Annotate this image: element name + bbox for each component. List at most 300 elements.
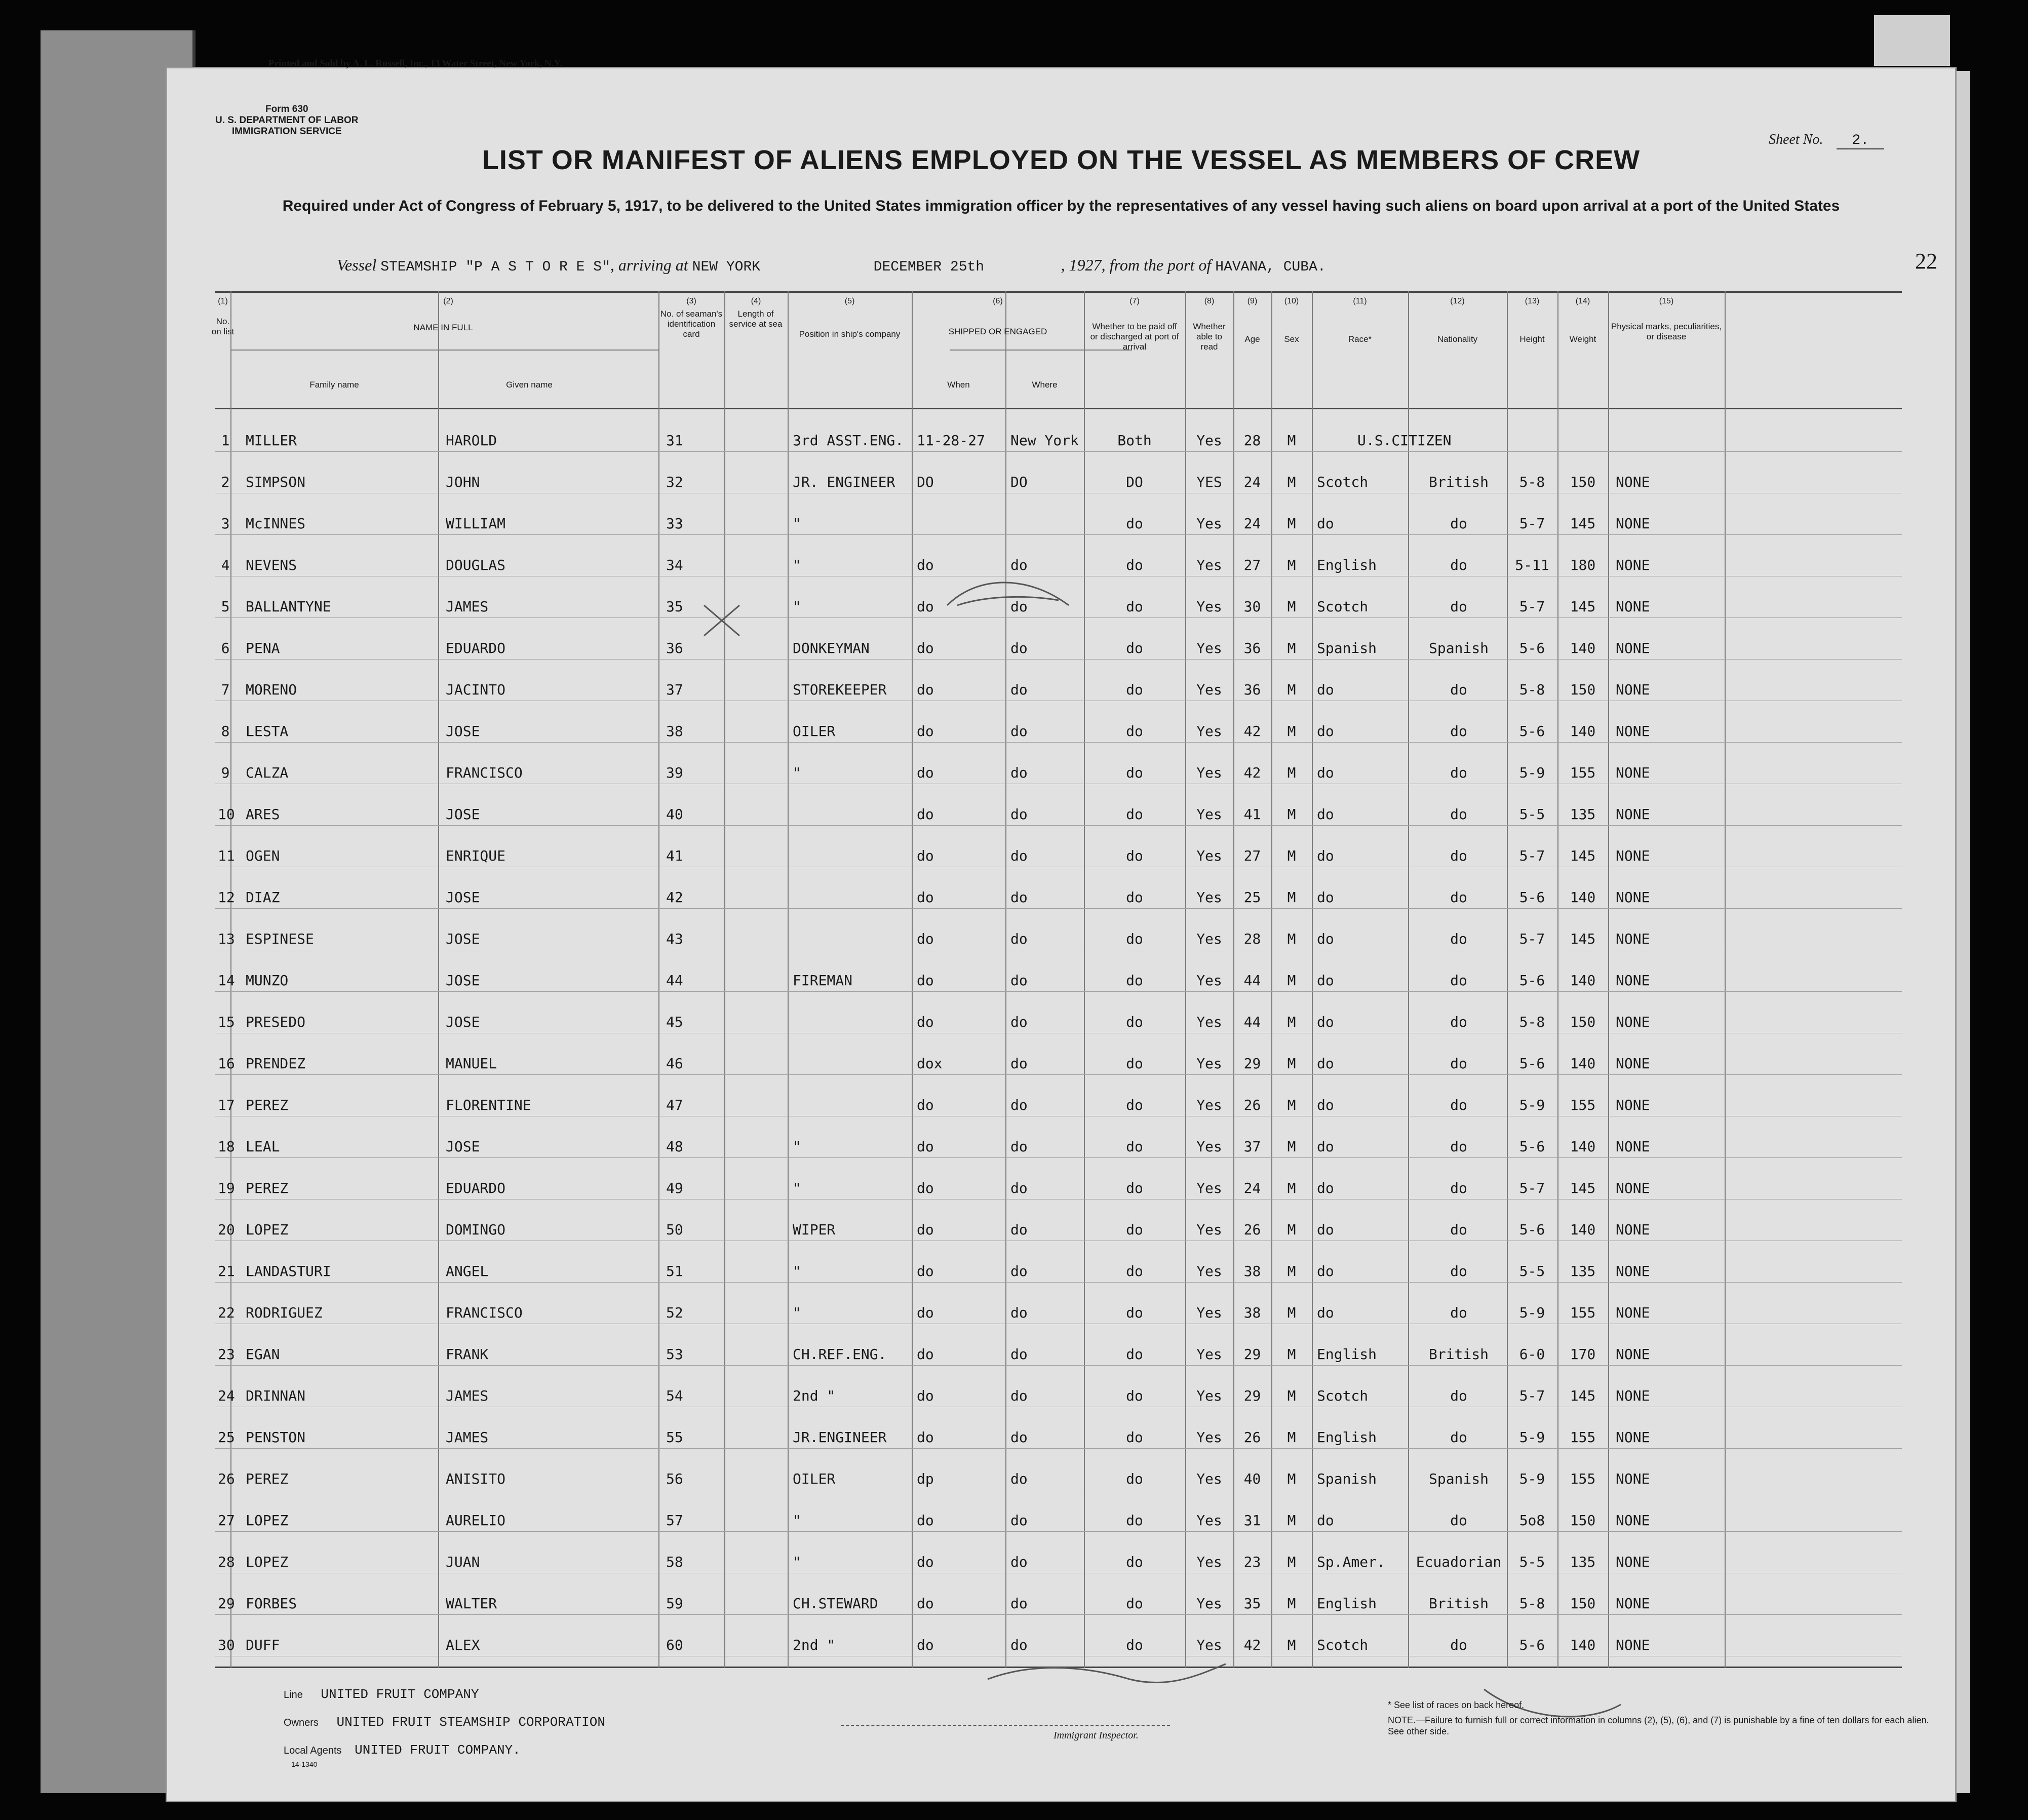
cell-marks: NONE	[1616, 972, 1650, 989]
cell-when: do	[917, 1554, 934, 1570]
col14-number: (14)	[1575, 297, 1590, 305]
cell-race: do	[1317, 1221, 1334, 1238]
arrival-year: 27	[1085, 256, 1102, 274]
cell-age: 40	[1243, 1470, 1261, 1487]
cell-when: do	[917, 972, 934, 989]
cell-race: do	[1317, 931, 1334, 947]
cell-marks: NONE	[1616, 764, 1650, 781]
cell-paid: do	[1126, 1304, 1143, 1321]
cell-sex: M	[1287, 640, 1296, 656]
cell-height: 5-7	[1519, 931, 1545, 947]
cell-no: 30	[218, 1637, 235, 1653]
cell-paid: do	[1126, 972, 1143, 989]
cell-when: do	[917, 1221, 934, 1238]
cell-read: Yes	[1196, 1014, 1222, 1030]
cell-no: 18	[218, 1138, 235, 1155]
cell-age: 24	[1243, 515, 1261, 532]
cell-family: NEVENS	[246, 557, 297, 573]
cell-no: 20	[218, 1221, 235, 1238]
cell-height: 5-8	[1519, 1595, 1545, 1612]
cell-weight: 140	[1570, 889, 1596, 906]
cell-weight: 140	[1570, 1221, 1596, 1238]
cell-height: 5-7	[1519, 847, 1545, 864]
cell-race: do	[1317, 1304, 1334, 1321]
cell-where: do	[1010, 681, 1028, 698]
cell-sex: M	[1287, 1304, 1296, 1321]
cell-height: 5-6	[1519, 1221, 1545, 1238]
cell-card: 54	[666, 1387, 683, 1404]
cell-when: do	[917, 1595, 934, 1612]
cell-nat: British	[1428, 1595, 1489, 1612]
cell-height: 5o8	[1519, 1512, 1545, 1529]
cell-position: STOREKEEPER	[793, 681, 887, 698]
cell-family: SIMPSON	[246, 474, 306, 490]
cell-read: Yes	[1196, 432, 1222, 449]
cell-read: Yes	[1196, 889, 1222, 906]
cell-no: 2	[221, 474, 230, 490]
cell-given: MANUEL	[446, 1055, 497, 1072]
cell-where: do	[1010, 1221, 1028, 1238]
cell-nat: do	[1450, 515, 1467, 532]
cell-height: 5-11	[1515, 557, 1549, 573]
cell-age: 38	[1243, 1263, 1261, 1280]
cell-height: 5-5	[1519, 1554, 1545, 1570]
cell-given: JAMES	[446, 1429, 489, 1446]
cell-sex: M	[1287, 1512, 1296, 1529]
col12-header: Nationality	[1437, 334, 1478, 344]
cell-nat: do	[1450, 931, 1467, 947]
cell-age: 29	[1243, 1055, 1261, 1072]
cell-sex: M	[1287, 931, 1296, 947]
cell-height: 5-7	[1519, 1180, 1545, 1196]
cell-read: Yes	[1196, 1055, 1222, 1072]
cell-read: Yes	[1196, 1180, 1222, 1196]
cell-family: PENSTON	[246, 1429, 306, 1446]
cell-age: 29	[1243, 1346, 1261, 1363]
page-title: LIST OR MANIFEST OF ALIENS EMPLOYED ON THE VESSEL AS MEMBERS OF CREW	[482, 145, 1641, 175]
cell-height: 5-6	[1519, 1637, 1545, 1653]
col1-header: No. on list	[211, 317, 235, 336]
cell-given: JAMES	[446, 598, 489, 615]
page-edge	[1874, 15, 1950, 66]
cell-nat: do	[1450, 598, 1467, 615]
cell-family: FORBES	[246, 1595, 297, 1612]
cell-height: 5-9	[1519, 1429, 1545, 1446]
cell-position: "	[793, 1180, 801, 1196]
cell-sex: M	[1287, 1180, 1296, 1196]
cell-sex: M	[1287, 1637, 1296, 1653]
cell-no: 28	[218, 1554, 235, 1570]
cell-age: 25	[1243, 889, 1261, 906]
cell-race: do	[1317, 681, 1334, 698]
cell-read: Yes	[1196, 1387, 1222, 1404]
col9-header: Age	[1244, 334, 1260, 344]
cell-family: PEREZ	[246, 1097, 289, 1113]
cell-no: 29	[218, 1595, 235, 1612]
col6b-header: Where	[1032, 380, 1058, 390]
cell-weight: 145	[1570, 515, 1596, 532]
cell-no: 10	[218, 806, 235, 823]
sheet-number-value: 2.	[1837, 133, 1884, 149]
cell-age: 27	[1243, 557, 1261, 573]
cell-nat: British	[1428, 474, 1489, 490]
cell-marks: NONE	[1616, 681, 1650, 698]
cell-when: do	[917, 847, 934, 864]
cell-age: 37	[1243, 1138, 1261, 1155]
cell-position: 2nd "	[793, 1637, 836, 1653]
cell-when: 11-28-27	[917, 432, 985, 449]
cell-marks: NONE	[1616, 931, 1650, 947]
cell-read: Yes	[1196, 557, 1222, 573]
cell-age: 44	[1243, 972, 1261, 989]
cell-card: 32	[666, 474, 683, 490]
cell-paid: DO	[1126, 474, 1143, 490]
col11-header: Race*	[1348, 334, 1372, 344]
col4-header: Length of service at sea	[729, 309, 783, 329]
sheet-number-label: Sheet No.	[1769, 132, 1823, 147]
cell-where: do	[1010, 847, 1028, 864]
cell-marks: NONE	[1616, 1221, 1650, 1238]
cell-race: Scotch	[1317, 1637, 1369, 1653]
cell-age: 42	[1243, 723, 1261, 740]
cell-race: English	[1317, 557, 1377, 573]
cell-race: do	[1317, 806, 1334, 823]
cell-card: 37	[666, 681, 683, 698]
cell-race: Spanish	[1317, 1470, 1377, 1487]
cell-nat: do	[1450, 1180, 1467, 1196]
cell-family: PENA	[246, 640, 280, 656]
cell-card: 59	[666, 1595, 683, 1612]
cell-height: 5-7	[1519, 515, 1545, 532]
cell-no: 4	[221, 557, 230, 573]
cell-paid: do	[1126, 1470, 1143, 1487]
cell-weight: 150	[1570, 1014, 1596, 1030]
cell-weight: 135	[1570, 1554, 1596, 1570]
cell-paid: do	[1126, 1387, 1143, 1404]
cell-no: 14	[218, 972, 235, 989]
cell-sex: M	[1287, 1097, 1296, 1113]
col3-header: No. of seaman's identification card	[660, 309, 723, 339]
cell-read: Yes	[1196, 723, 1222, 740]
cell-height: 5-9	[1519, 1304, 1545, 1321]
cell-marks: NONE	[1616, 1180, 1650, 1196]
cell-when: do	[917, 1138, 934, 1155]
cell-sex: M	[1287, 432, 1296, 449]
cell-weight: 140	[1570, 1138, 1596, 1155]
page-edge	[1955, 71, 1970, 1793]
col13-header: Height	[1519, 334, 1545, 344]
cell-nat: do	[1450, 1387, 1467, 1404]
cell-family: MILLER	[246, 432, 297, 449]
cell-read: Yes	[1196, 681, 1222, 698]
cell-read: Yes	[1196, 1429, 1222, 1446]
col6-number: (6)	[993, 297, 1003, 305]
cell-no: 13	[218, 931, 235, 947]
cell-height: 5-8	[1519, 474, 1545, 490]
cell-no: 21	[218, 1263, 235, 1280]
cell-sex: M	[1287, 681, 1296, 698]
penalty-note: NOTE.—Failure to furnish full or correct information in columns (2), (5), (6), and (7) is punishable by a fine of ten dollars for each alien. See other side.	[1388, 1715, 1929, 1736]
cell-family: DRINNAN	[246, 1387, 306, 1404]
cell-read: Yes	[1196, 1512, 1222, 1529]
cell-read: Yes	[1196, 931, 1222, 947]
cell-weight: 145	[1570, 1387, 1596, 1404]
cell-read: Yes	[1196, 1554, 1222, 1570]
cell-height: 5-7	[1519, 598, 1545, 615]
cell-where: do	[1010, 1014, 1028, 1030]
cell-nat: do	[1450, 1512, 1467, 1529]
cell-sex: M	[1287, 1014, 1296, 1030]
cell-read: Yes	[1196, 1263, 1222, 1280]
cell-position: CH.STEWARD	[793, 1595, 878, 1612]
cell-marks: NONE	[1616, 1595, 1650, 1612]
cell-paid: do	[1126, 1055, 1143, 1072]
cell-weight: 170	[1570, 1346, 1596, 1363]
cell-race: Scotch	[1317, 598, 1369, 615]
cell-position: "	[793, 1263, 801, 1280]
cell-race: Scotch	[1317, 474, 1369, 490]
cell-race: English	[1317, 1595, 1377, 1612]
cell-weight: 155	[1570, 1097, 1596, 1113]
cell-sex: M	[1287, 557, 1296, 573]
cell-age: 28	[1243, 432, 1261, 449]
line-value: UNITED FRUIT COMPANY	[321, 1687, 479, 1702]
x-mark	[704, 605, 739, 636]
year-prefix: , 19	[1061, 256, 1085, 274]
cell-nat: do	[1450, 557, 1467, 573]
cell-position: OILER	[793, 723, 836, 740]
cell-height: 5-5	[1519, 806, 1545, 823]
cell-given: JOSE	[446, 931, 480, 947]
cell-card: 52	[666, 1304, 683, 1321]
cell-when: do	[917, 640, 934, 656]
cell-no: 7	[221, 681, 230, 698]
cell-marks: NONE	[1616, 847, 1650, 864]
cell-given: JOHN	[446, 474, 480, 490]
cell-read: Yes	[1196, 764, 1222, 781]
cell-position: "	[793, 1512, 801, 1529]
cell-card: 35	[666, 598, 683, 615]
cell-read: YES	[1196, 474, 1222, 490]
cell-card: 53	[666, 1346, 683, 1363]
cell-family: PRESEDO	[246, 1014, 306, 1030]
cell-given: ANISITO	[446, 1470, 506, 1487]
cell-weight: 150	[1570, 1595, 1596, 1612]
cell-given: JOSE	[446, 1014, 480, 1030]
cell-weight: 145	[1570, 931, 1596, 947]
cell-age: 31	[1243, 1512, 1261, 1529]
cell-position: JR. ENGINEER	[793, 474, 895, 490]
cell-family: CALZA	[246, 764, 289, 781]
cell-marks: NONE	[1616, 474, 1650, 490]
cell-age: 23	[1243, 1554, 1261, 1570]
cell-where: do	[1010, 1346, 1028, 1363]
cell-weight: 150	[1570, 681, 1596, 698]
cell-family: McINNES	[246, 515, 306, 532]
cell-card: 36	[666, 640, 683, 656]
cell-weight: 155	[1570, 1470, 1596, 1487]
cell-given: ALEX	[446, 1637, 480, 1653]
cell-race: do	[1317, 1055, 1334, 1072]
cell-marks: NONE	[1616, 1554, 1650, 1570]
cell-paid: Both	[1117, 432, 1152, 449]
from-port: HAVANA, CUBA.	[1215, 259, 1326, 275]
cell-when: dox	[917, 1055, 943, 1072]
cell-weight: 155	[1570, 1304, 1596, 1321]
col9-number: (9)	[1247, 297, 1258, 305]
cell-read: Yes	[1196, 1138, 1222, 1155]
cell-position: "	[793, 515, 801, 532]
page-subtitle: Required under Act of Congress of February 5, 1917, to be delivered to the United States immigration officer by the representatives of any vessel having such aliens on board upon arrival at a port of the United States	[282, 198, 1840, 214]
cell-where: do	[1010, 1595, 1028, 1612]
cell-marks: NONE	[1616, 723, 1650, 740]
cell-height: 5-6	[1519, 723, 1545, 740]
cell-when: do	[917, 1304, 934, 1321]
cell-read: Yes	[1196, 806, 1222, 823]
cell-family: MORENO	[246, 681, 297, 698]
cell-paid: do	[1126, 515, 1143, 532]
line-field	[284, 1687, 479, 1702]
cell-race: do	[1317, 1097, 1334, 1113]
col2-number: (2)	[443, 297, 453, 305]
cell-paid: do	[1126, 1595, 1143, 1612]
form-code: 14-1340	[291, 1760, 318, 1768]
cell-marks: NONE	[1616, 1304, 1650, 1321]
cell-paid: do	[1126, 598, 1143, 615]
cell-family: LOPEZ	[246, 1512, 289, 1529]
cell-age: 24	[1243, 474, 1261, 490]
cell-height: 6-0	[1519, 1346, 1545, 1363]
col13-number: (13)	[1525, 297, 1540, 305]
col6-header: SHIPPED OR ENGAGED	[948, 327, 1047, 336]
cell-no: 27	[218, 1512, 235, 1529]
cell-paid: do	[1126, 1138, 1143, 1155]
cell-where: do	[1010, 889, 1028, 906]
cell-given: JOSE	[446, 889, 480, 906]
cell-nat: do	[1450, 847, 1467, 864]
cell-card: 50	[666, 1221, 683, 1238]
cell-nat: do	[1450, 1014, 1467, 1030]
cell-sex: M	[1287, 1470, 1296, 1487]
cell-no: 12	[218, 889, 235, 906]
cell-no: 23	[218, 1346, 235, 1363]
cell-marks: NONE	[1616, 1429, 1650, 1446]
cell-given: EDUARDO	[446, 1180, 506, 1196]
cell-no: 24	[218, 1387, 235, 1404]
cell-marks: NONE	[1616, 1097, 1650, 1113]
cell-race: do	[1317, 1138, 1334, 1155]
cell-race: English	[1317, 1346, 1377, 1363]
cell-given: DOMINGO	[446, 1221, 506, 1238]
cell-nat: do	[1450, 723, 1467, 740]
agents-value: UNITED FRUIT COMPANY.	[355, 1742, 521, 1758]
agents-field	[284, 1742, 521, 1758]
cell-paid: do	[1126, 557, 1143, 573]
cell-age: 24	[1243, 1180, 1261, 1196]
cell-nat: do	[1450, 1637, 1467, 1653]
cell-given: EDUARDO	[446, 640, 506, 656]
races-note: * See list of races on back hereof.	[1388, 1700, 1525, 1710]
cell-age: 27	[1243, 847, 1261, 864]
cell-marks: NONE	[1616, 598, 1650, 615]
cell-card: 34	[666, 557, 683, 573]
cell-position: "	[793, 598, 801, 615]
cell-no: 5	[221, 598, 230, 615]
cell-family: PRENDEZ	[246, 1055, 306, 1072]
cell-nat: British	[1428, 1346, 1489, 1363]
cell-given: JOSE	[446, 723, 480, 740]
cell-when: do	[917, 1637, 934, 1653]
cell-where: do	[1010, 598, 1028, 615]
cell-card: 39	[666, 764, 683, 781]
page-number: 22	[1915, 249, 1937, 274]
cell-where: do	[1010, 1304, 1028, 1321]
cell-race: do	[1317, 515, 1334, 532]
cell-when: do	[917, 1263, 934, 1280]
form-number: Form 630	[265, 104, 308, 114]
cell-nat: do	[1450, 1429, 1467, 1446]
cell-family: OGEN	[246, 847, 280, 864]
cell-given: FRANK	[446, 1346, 489, 1363]
cell-read: Yes	[1196, 1221, 1222, 1238]
cell-sex: M	[1287, 1055, 1296, 1072]
cell-nat: do	[1450, 1304, 1467, 1321]
cell-paid: do	[1126, 1346, 1143, 1363]
cell-when: dp	[917, 1470, 934, 1487]
cell-weight: 140	[1570, 1055, 1596, 1072]
col8-header: Whether able to read	[1193, 322, 1226, 352]
cell-paid: do	[1126, 1263, 1143, 1280]
cell-race: Scotch	[1317, 1387, 1369, 1404]
cell-weight: 150	[1570, 1512, 1596, 1529]
owners-field	[284, 1715, 605, 1730]
cell-sex: M	[1287, 1138, 1296, 1155]
cell-when: do	[917, 1097, 934, 1113]
cell-no: 11	[218, 847, 235, 864]
cell-nat: Spanish	[1428, 1470, 1489, 1487]
cell-age: 26	[1243, 1429, 1261, 1446]
cell-race: do	[1317, 1263, 1334, 1280]
inspector-signature-line	[841, 1725, 1170, 1726]
cell-read: Yes	[1196, 598, 1222, 615]
cell-sex: M	[1287, 474, 1296, 490]
cell-no: 6	[221, 640, 230, 656]
col4-number: (4)	[751, 297, 761, 305]
cell-marks: NONE	[1616, 1014, 1650, 1030]
cell-paid: do	[1126, 723, 1143, 740]
cell-family: BALLANTYNE	[246, 598, 331, 615]
cell-height: 5-6	[1519, 972, 1545, 989]
cell-race: Sp.Amer.	[1317, 1554, 1385, 1570]
cell-family: LOPEZ	[246, 1554, 289, 1570]
cell-sex: M	[1287, 764, 1296, 781]
cell-sex: M	[1287, 1387, 1296, 1404]
cell-paid: do	[1126, 764, 1143, 781]
printer-credit: Printed and Sold by A. L. Russell, Inc., 13 Water Street, New York, N.Y.	[268, 58, 563, 69]
cell-height: 5-5	[1519, 1263, 1545, 1280]
cell-age: 36	[1243, 640, 1261, 656]
cell-age: 29	[1243, 1387, 1261, 1404]
cell-where: do	[1010, 1180, 1028, 1196]
cell-marks: NONE	[1616, 889, 1650, 906]
cell-nat: Spanish	[1428, 640, 1489, 656]
cell-card: 51	[666, 1263, 683, 1280]
col2b-header: Given name	[506, 380, 553, 390]
cell-read: Yes	[1196, 1304, 1222, 1321]
cell-marks: NONE	[1616, 1055, 1650, 1072]
owners-value: UNITED FRUIT STEAMSHIP CORPORATION	[336, 1715, 605, 1730]
cell-weight: 155	[1570, 1429, 1596, 1446]
